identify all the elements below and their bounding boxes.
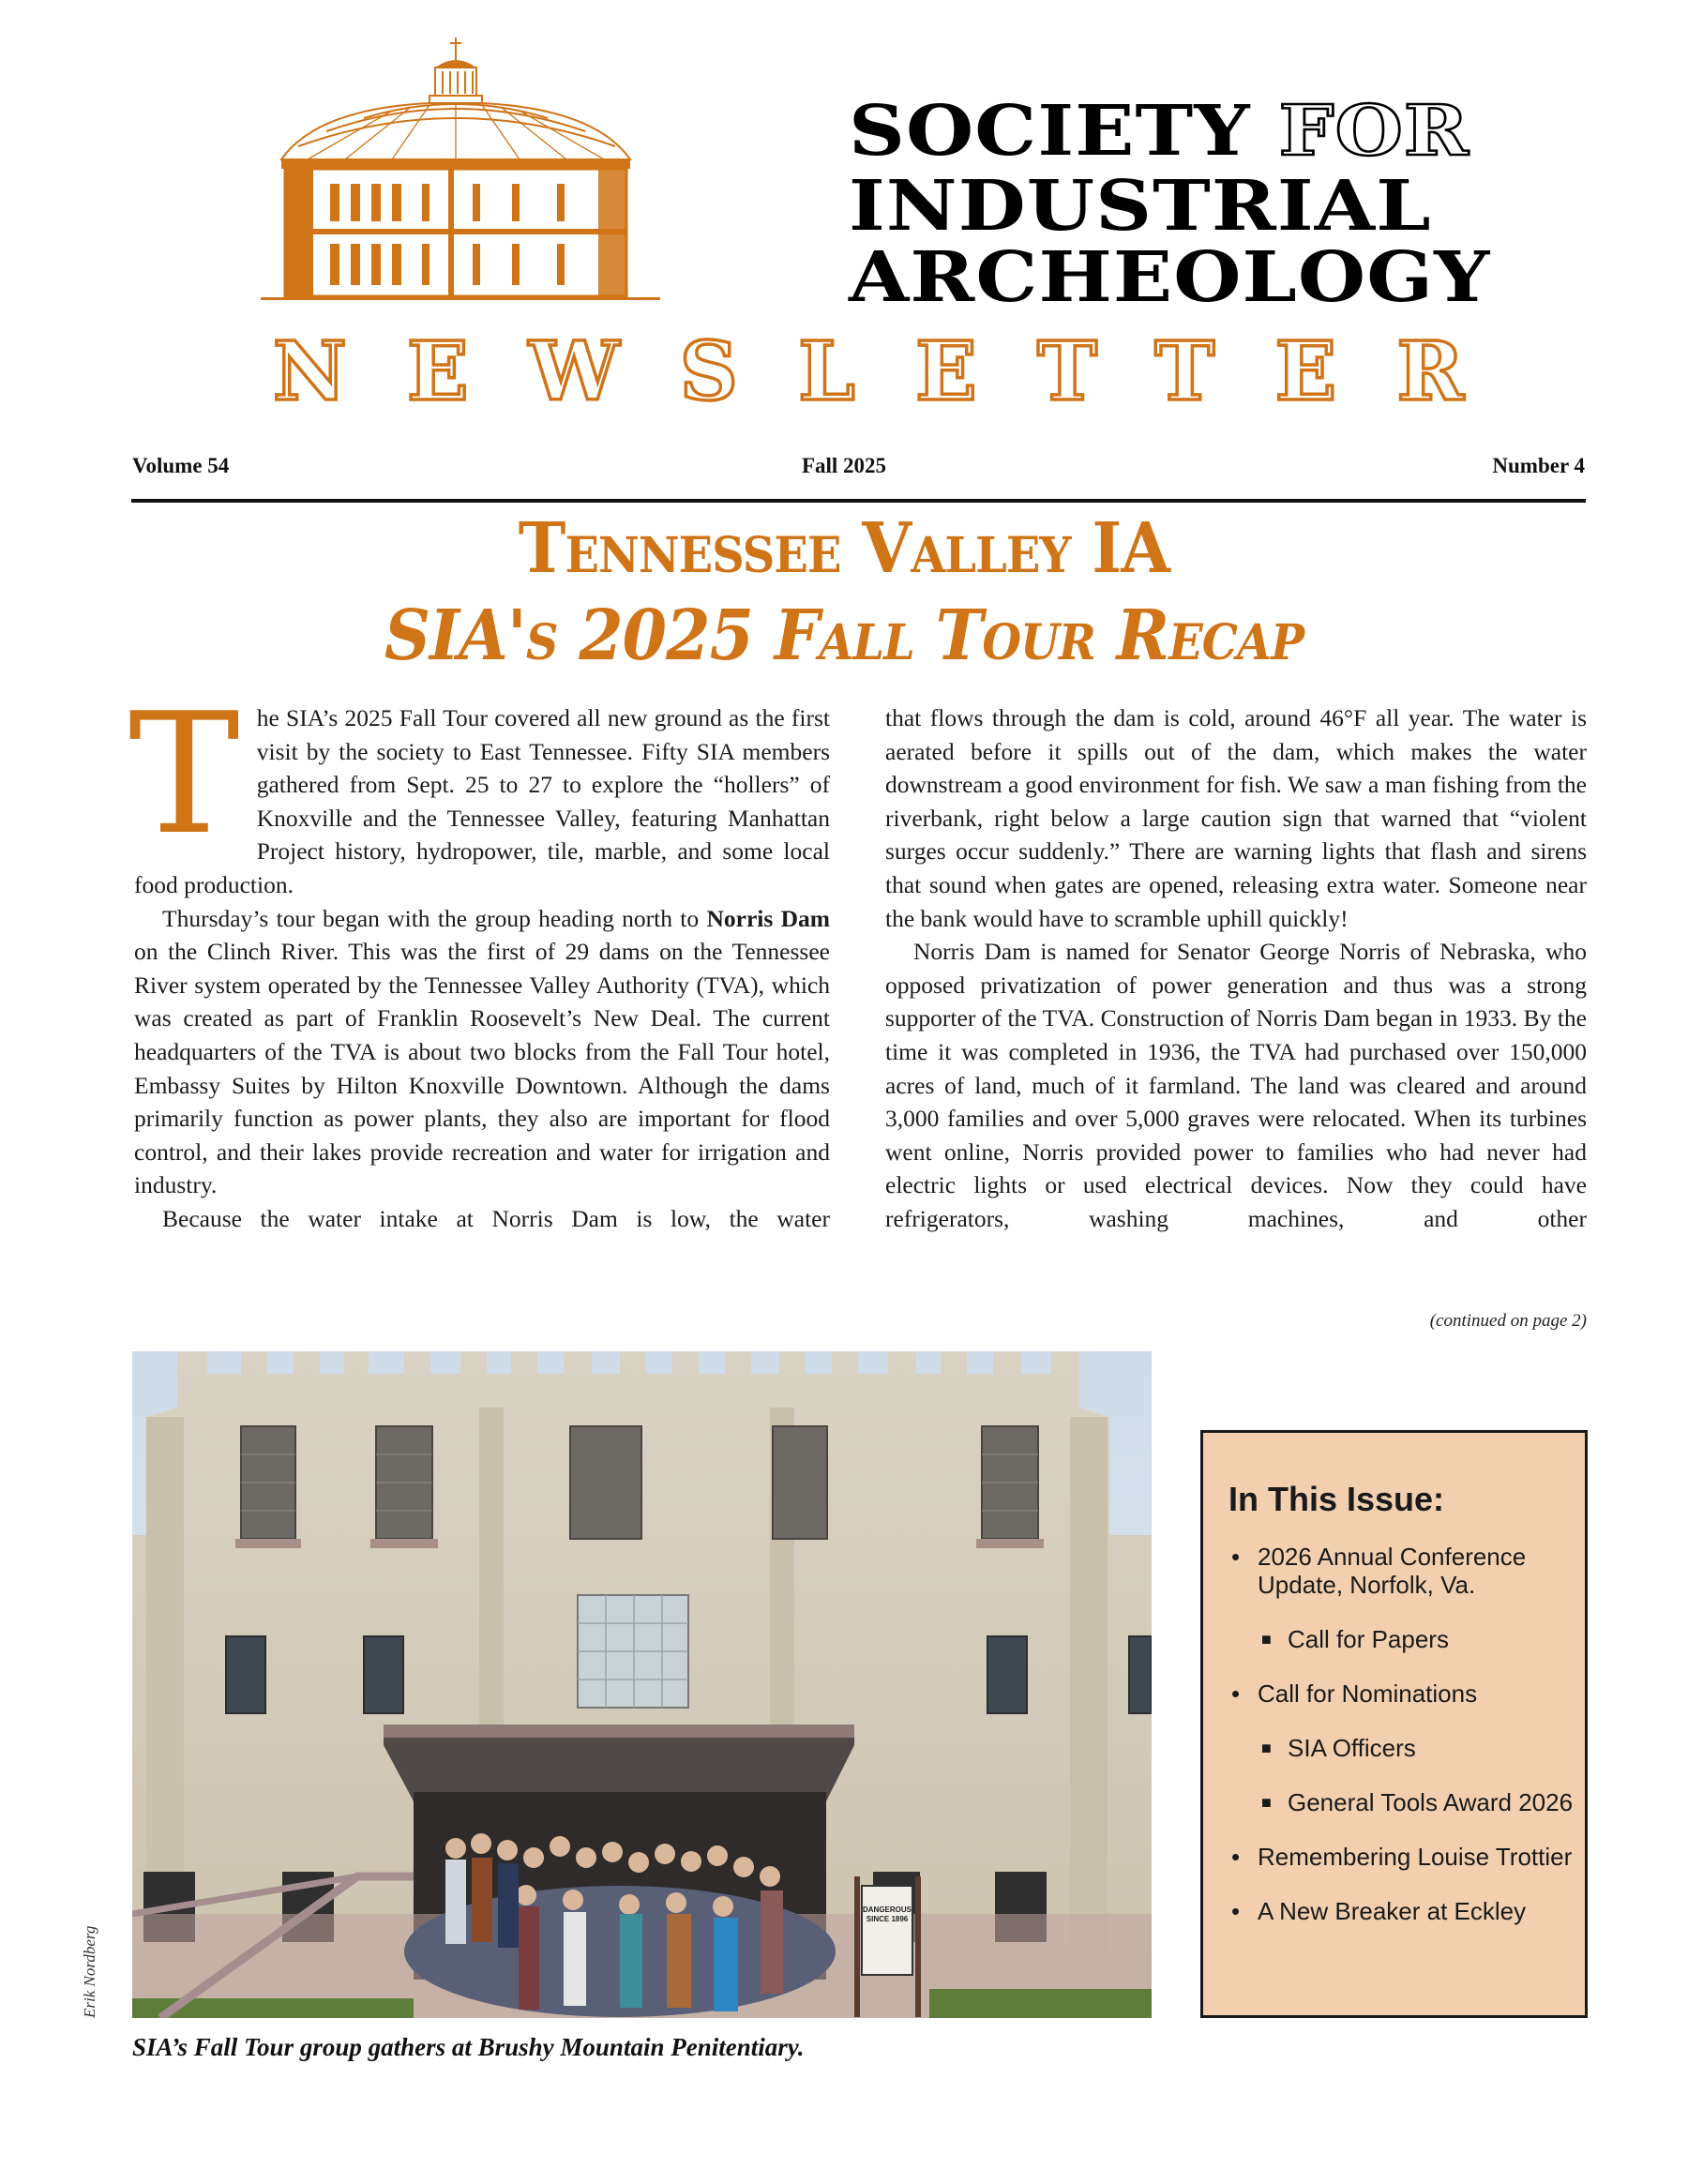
bullet-icon: •: [1231, 1897, 1241, 1925]
toc-item-label: General Tools Award 2026: [1288, 1788, 1574, 1816]
paragraph-text: on the Clinch River. This was the first of 29 dams on the Tennessee River system operated by the Tennessee Valley Authority (TVA), which was created as part of Franklin Roosevelt’s New Deal. The current headquarters of the TVA is about two blocks from the Fall Tour hotel, Embassy Suites by Hilton Knoxville Downtown. Although the dams primarily function as power plants, they also are important for flood control, and their lakes provide recreation and water for irrigation and industry.: [134, 938, 830, 1199]
bullet-icon: •: [1231, 1843, 1241, 1871]
toc-item-label: Remembering Louise Trottier: [1258, 1843, 1573, 1871]
article-paragraph: [134, 902, 830, 1202]
toc-item[interactable]: [1229, 1679, 1576, 1708]
masthead-title-line1: [849, 91, 1542, 172]
photo-caption: SIA’s Fall Tour group gathers at Brushy Mountain Penitentiary.: [132, 2033, 805, 2061]
toc-item[interactable]: [1229, 1897, 1576, 1925]
paragraph-text: he SIA’s 2025 Fall Tour covered all new ground as the first visit by the society to East Tennessee. Fifty SIA members gathered from Sept. 25 to 27 to explore the “hollers” of Knoxville and the Tennessee Valley, featuring Manhattan Project history, hydropower, tile, marble, and some local food production.: [134, 704, 830, 898]
toc-item-label: SIA Officers: [1288, 1734, 1416, 1762]
toc-subitem[interactable]: [1229, 1734, 1576, 1762]
square-bullet-icon: ■: [1261, 1630, 1272, 1649]
article-paragraph: that flows through the dam is cold, around 46°F all year. The water is aerated before it spills out of the dam, which makes the water downstream a good environment for fish. We saw a man fishing from the riverbank, right below a large caution sign that warned that “violent surges occur suddenly.” There are warning lights that flash and sirens that sound when gates are opened, releasing extra water. Someone near the bank would have to scramble uphill quickly!: [885, 704, 1587, 932]
headline-subtitle: SIA's 2025 Fall Tour Recap: [384, 595, 1304, 676]
masthead-word-society: SOCIETY: [849, 91, 1251, 172]
article-paragraph: Norris Dam is named for Senator George Norris of Nebraska, who opposed privatization of power generation and thus was a strong supporter of the TVA. Construction of Norris Dam began in 1933. By the time it was completed in 1936, the TVA had purchased over 150,000 acres of land, much of it farmland. The land was cleared and around 3,000 families and over 5,000 graves were relocated. When its turbines went online, Norris provided power to families who had never had electric lights or used electrical devices. Now they could have refrigerators, washing machines, and other: [885, 938, 1587, 1232]
group-photo: [132, 1351, 1152, 2018]
toc-item[interactable]: [1229, 1543, 1576, 1599]
article-paragraph: Because the water intake at Norris Dam is low, the water: [162, 1204, 830, 1232]
toc-subitem[interactable]: [1229, 1788, 1576, 1816]
paragraph-text: Thursday’s tour began with the group heading north to: [162, 904, 707, 932]
toc-item-label: A New Breaker at Eckley: [1258, 1897, 1527, 1925]
toc-item-label: Call for Nominations: [1258, 1679, 1478, 1708]
sign-text-line2: SINCE 1896: [866, 1915, 909, 1923]
toc-subitem[interactable]: [1229, 1625, 1576, 1653]
newsletter-wordmark-text: NEWSLETTER: [273, 328, 1464, 413]
drop-cap: T: [128, 677, 240, 871]
sign-text-line1: DANGEROUS: [862, 1905, 912, 1914]
newsletter-wordmark: [268, 328, 1469, 413]
in-this-issue-title: In This Issue:: [1228, 1480, 1445, 1518]
volume-label: Volume 54: [132, 454, 230, 477]
in-this-issue-list: [1229, 1543, 1576, 1951]
square-bullet-icon: ■: [1261, 1739, 1272, 1757]
photo-credit: Erik Nordberg: [81, 1925, 98, 2018]
masthead-title-line3: ARCHEOLOGY: [849, 237, 1491, 318]
issue-number-label: Number 4: [1492, 454, 1585, 477]
article-column-2: [885, 701, 1587, 1236]
headline-title: Tennessee Valley IA: [518, 508, 1170, 589]
masthead-rule: [131, 499, 1586, 503]
toc-item-label: 2026 Annual Conference Update, Norfolk, Va.: [1258, 1543, 1527, 1599]
toc-item[interactable]: [1229, 1843, 1576, 1871]
toc-item-label: Call for Papers: [1288, 1625, 1449, 1653]
building-dome-logo-icon: [261, 34, 660, 308]
article-column-1: [128, 677, 830, 1236]
masthead-title-line2: INDUSTRIAL: [849, 166, 1432, 247]
bullet-icon: •: [1231, 1679, 1241, 1708]
in-this-issue-box: [1200, 1430, 1588, 2018]
continued-link[interactable]: (continued on page 2): [1429, 1311, 1587, 1331]
masthead-word-for: FOR: [1278, 91, 1469, 172]
article-paragraph: [128, 677, 830, 902]
square-bullet-icon: ■: [1261, 1793, 1272, 1812]
place-name-bold: Norris Dam: [706, 904, 830, 932]
bullet-icon: •: [1231, 1543, 1241, 1571]
season-label: Fall 2025: [801, 454, 887, 477]
